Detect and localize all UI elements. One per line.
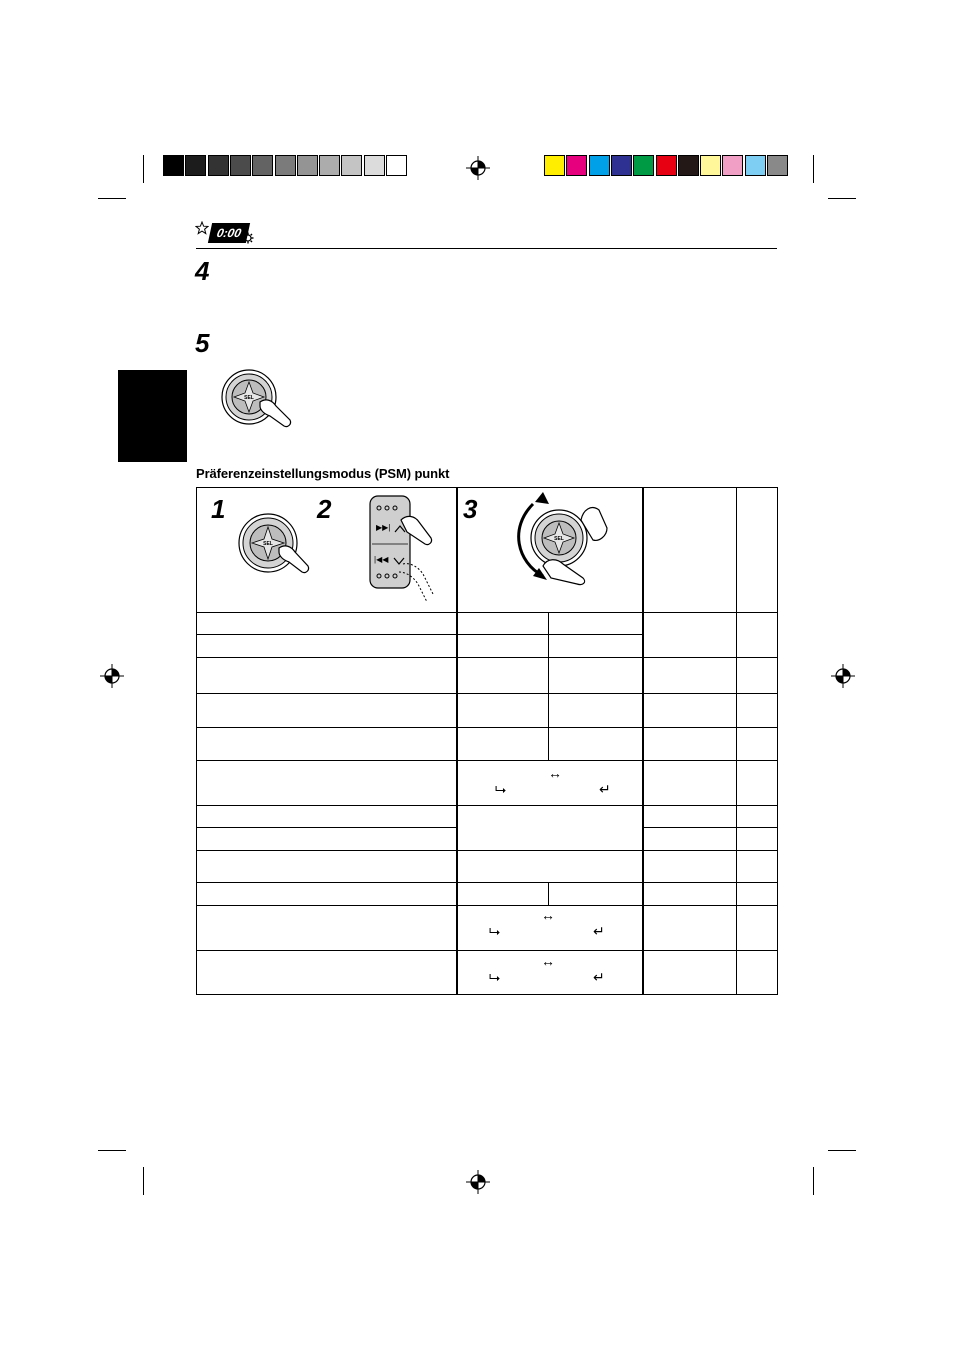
header-rule [196, 248, 777, 249]
section-title: Präferenzeinstellungsmodus (PSM) punkt [196, 466, 450, 481]
table-row-line [197, 827, 457, 828]
skip-buttons-icon [367, 494, 437, 606]
table-row-line [197, 805, 777, 806]
table-row-line [197, 693, 777, 694]
table-row-line [197, 950, 777, 951]
crop-mark [828, 198, 856, 199]
registration-mark-icon [466, 1170, 490, 1194]
svg-text:SEL: SEL [554, 536, 564, 542]
step-number-1: 1 [211, 494, 226, 524]
table-subdivider [548, 882, 549, 905]
table-row-line [197, 760, 777, 761]
table-row-line [197, 850, 777, 851]
table-row-line [197, 612, 777, 613]
sel-knob-press-icon [235, 510, 311, 580]
psm-table [196, 487, 778, 995]
table-row-line [197, 727, 777, 728]
grayscale-swatch [275, 155, 296, 176]
crop-mark [828, 1150, 856, 1151]
svg-text:▶▶|: ▶▶| [376, 523, 391, 532]
color-swatch [678, 155, 699, 176]
table-subdivider [548, 612, 549, 760]
color-swatch [611, 155, 632, 176]
color-swatch [656, 155, 677, 176]
color-swatch [566, 155, 587, 176]
arrow-down-right-icon: ⮡ [495, 781, 507, 797]
table-row-line [197, 905, 777, 906]
arrow-down-left-icon: ↵ [593, 923, 605, 939]
arrow-down-right-icon: ⮡ [489, 923, 501, 939]
grayscale-swatch [319, 155, 340, 176]
grayscale-swatch [364, 155, 385, 176]
grayscale-swatch [185, 155, 206, 176]
grayscale-swatch [230, 155, 251, 176]
sel-knob-rotate-icon [503, 488, 635, 588]
svg-text:|◀◀: |◀◀ [374, 555, 389, 564]
grayscale-swatch [163, 155, 184, 176]
language-tab [118, 370, 187, 462]
crop-mark [813, 1167, 814, 1195]
crop-mark [143, 1167, 144, 1195]
registration-mark-icon [100, 664, 124, 688]
color-swatch [767, 155, 788, 176]
crop-mark [143, 155, 144, 183]
grayscale-swatch [341, 155, 362, 176]
color-swatch [700, 155, 721, 176]
arrow-both-icon: ↔ [541, 907, 555, 923]
table-row-line [197, 882, 777, 883]
table-divider [456, 488, 458, 994]
grayscale-swatch [297, 155, 318, 176]
color-swatch [589, 155, 610, 176]
grayscale-swatch [252, 155, 273, 176]
grayscale-swatch [386, 155, 407, 176]
table-row-line [197, 657, 777, 658]
crop-mark [98, 1150, 126, 1151]
arrow-both-icon: ↔ [548, 765, 562, 781]
svg-text:SEL: SEL [263, 541, 273, 547]
color-swatch [722, 155, 743, 176]
arrow-down-left-icon: ↵ [593, 969, 605, 985]
step-number-2: 2 [317, 494, 332, 524]
color-swatch [745, 155, 766, 176]
arrow-both-icon: ↔ [541, 953, 555, 969]
grayscale-swatch [208, 155, 229, 176]
registration-mark-icon [831, 664, 855, 688]
arrow-down-left-icon: ↵ [599, 781, 611, 797]
crop-mark [813, 155, 814, 183]
step-number-4: 4 [195, 256, 210, 286]
step-number-5: 5 [195, 328, 210, 358]
svg-text:SEL: SEL [244, 395, 254, 401]
clock-display: 0:00 [208, 223, 250, 243]
table-row-line [197, 634, 643, 635]
registration-mark-icon [466, 156, 490, 180]
star-icon [195, 221, 209, 235]
table-divider [736, 488, 737, 994]
arrow-down-right-icon: ⮡ [489, 969, 501, 985]
crop-mark [98, 198, 126, 199]
color-swatch [633, 155, 654, 176]
gear-icon [242, 232, 254, 244]
table-row-line [643, 827, 777, 828]
sel-knob-press-icon [218, 368, 294, 432]
color-swatch [544, 155, 565, 176]
table-divider [642, 488, 644, 994]
step-number-3: 3 [463, 494, 478, 524]
